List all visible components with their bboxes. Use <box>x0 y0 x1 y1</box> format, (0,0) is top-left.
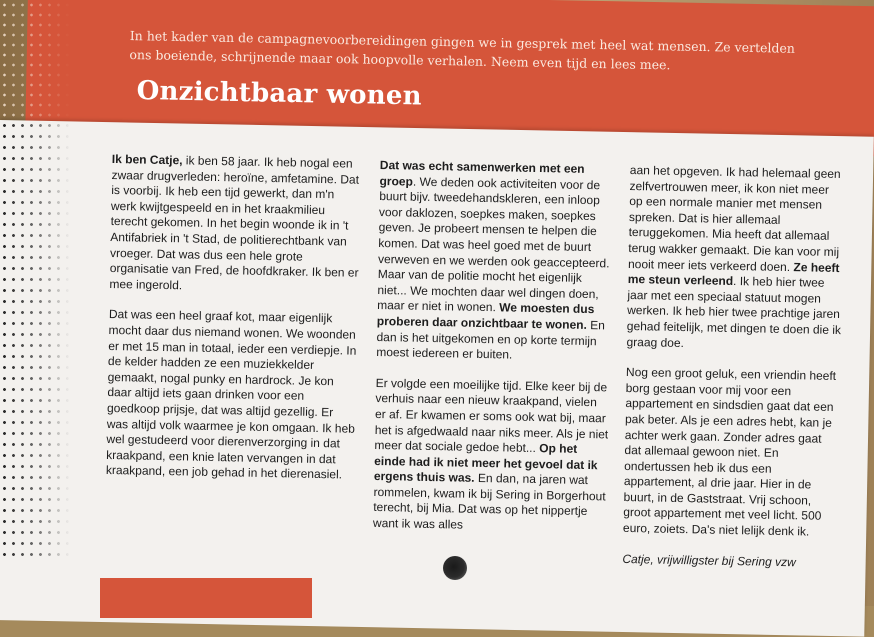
text-run: . Ik heb hier twee jaar met een speciaal statuut mogen werken. Ik heb hier twee prachtige jaren gehad feitelijk, met dingen te doen die ik graag doe. <box>626 274 842 350</box>
paragraph <box>376 158 615 365</box>
dot-pattern-left <box>0 120 70 560</box>
text-run: aan het opgeven. Ik had helemaal geen zelfvertrouwen meer, ik kon niet meer op een normale manier met mensen spreken. Dat is hier allemaal teruggekomen. Mia heeft dat allemaal terug wakker gemaakt. Die kan voor mij nooit meer iets verkeerd doen. <box>627 163 841 274</box>
page-title: Onzichtbaar wonen <box>136 76 422 112</box>
bold-intro: Ik ben Catje, <box>111 152 183 168</box>
bold-text: We moesten dus proberen daar onzichtbaar te wonen. <box>376 300 595 332</box>
footer-accent-strip <box>100 578 312 618</box>
signature: Catje, vrijwilligster bij Sering vzw <box>622 551 796 569</box>
text-run: En dan is het uitgekomen en op korte termijn moest iedereen er buiten. <box>376 317 606 362</box>
column-1 <box>105 152 362 499</box>
bold-text: Ze heeft me steun verleend <box>627 259 840 289</box>
mounting-hole <box>443 556 467 580</box>
paragraph <box>626 163 845 354</box>
bold-text: Dat was echt samenwerken met een groep <box>379 158 585 189</box>
intro-text: In het kader van de campagnevoorbereidingen gingen we in gesprek met heel wat mensen. Ze vertelden ons boeiende, schrijnende maar ook hoopvolle verhalen. Neem even tijd en lees mee. <box>129 27 796 73</box>
paragraph: Nog een groot geluk, een vriendin heeft borg gestaan voor mij voor een appartement en sindsdien gaat dat een pak beter. Als je een adres hebt, kan je achter werk gaan. Zonder adres gaat dat allemaal gewoon niet. En ondertussen heb ik dus een appartement, al drie jaar. Hier in de buurt, in de Gaststraat. Vrij schoon, groot appartement met veel licht. 500 euro, zoiets. Da's niet lelijk denk ik. <box>622 365 837 539</box>
paragraph <box>109 152 362 297</box>
text-run: ik ben 58 jaar. Ik heb nogal een zwaar drugverleden: heroïne, amfetamine. Dat is voorbij. Ik heb een tijd gewerkt, dan m'n werk kwijtgespeeld en in het kraakmilieu terecht gekomen. In het begin woonde ik in 't Antifabriek in 't Stad, de politierechtbank van vroeger. Dat was dus een hele grote organisatie van Fred, de hoofdkraker. Ik ben er mee ingerold. <box>109 153 360 293</box>
dot-pattern-top <box>0 0 70 120</box>
paragraph <box>373 376 611 536</box>
text-run: Er volgde een moeilijke tijd. Elke keer bij de verhuis naar een nieuw kraakpand, vielen er af. Er kwamen er soms ook wat bij, maar het is afgedwaald naar niks meer. Als je niet meer dat sociale gedoe hebt... <box>374 375 609 456</box>
text-run: En dan, na jaren wat rommelen, kwam ik bij Sering in Borgerhout terecht, bij Mia. Dat was op het nippertje want ik was alles <box>372 471 606 532</box>
bold-text: Op het einde had ik niet meer het gevoel dat ik ergens thuis was. <box>373 441 598 486</box>
paragraph: Dat was een heel graaf kot, maar eigenlijk mocht daar dus niemand wonen. We woonden er met 15 man in totaal, ieder een verdiepje. In de kelder hadden ze een muziekkelder gemaakt, nogal punky en hardrock. Je kon daar altijd iets gaan drinken voor een goedkoop prijsje, dat was altijd gezellig. Er was altijd volk waarmee je kon omgaan. Ik heb wel gestudeerd voor dierenverzorging in dat kraakpand, een knie laten vervangen in dat kraakpand, een job gehad in het dierenasiel. <box>105 307 357 482</box>
column-2 <box>373 158 615 551</box>
text-run: . We deden ook activiteiten voor de buurt bijv. tweedehandskleren, een inloop voor daklozen, soepkes maken, soepkes geven. Je probeert mensen te helpen die komen. Dat was heel goed met de buurt verweven en we werden ook geaccepteerd. Maar van de politie mocht het eigenlijk niet... We mochten daar wel dingen doen, maar er niet in wonen. <box>377 174 610 315</box>
column-3 <box>622 163 845 586</box>
